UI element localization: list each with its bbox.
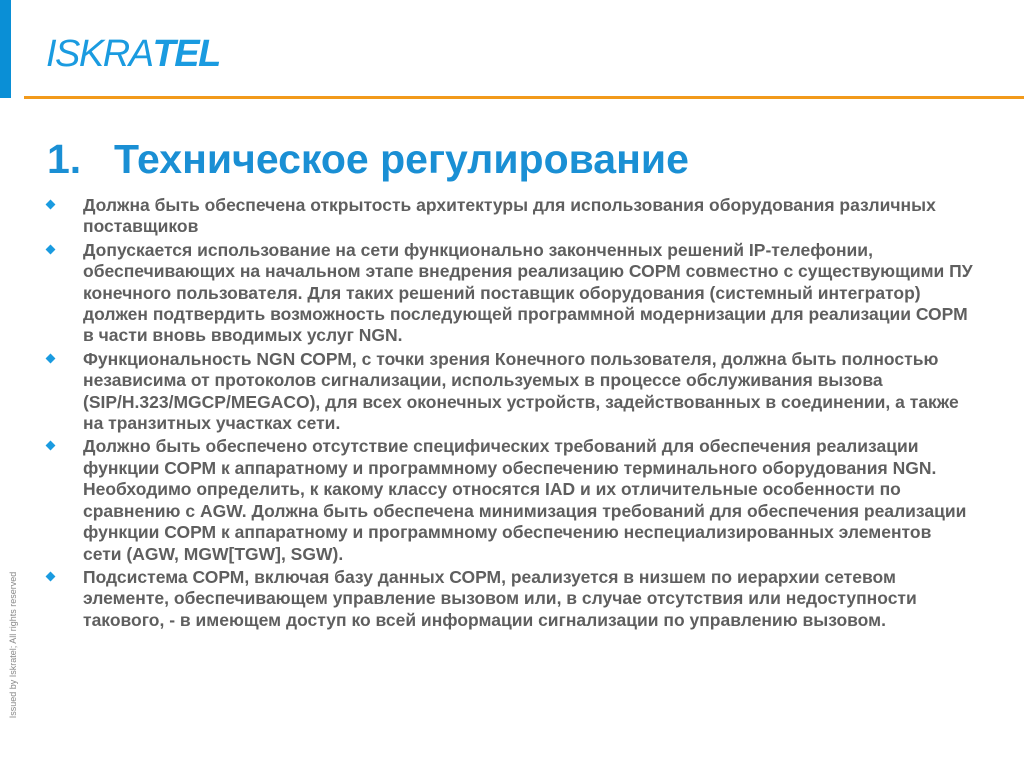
bullet-item	[44, 436, 974, 564]
slide-title-number: 1.	[47, 136, 82, 182]
bullet-item	[44, 240, 974, 347]
diamond-bullet-icon	[46, 441, 56, 451]
diamond-bullet-icon	[46, 200, 56, 210]
logo-part-iskra: ISKRA	[46, 33, 153, 75]
bullet-item	[44, 567, 974, 631]
bullet-text: Должна быть обеспечена открытость архитектуры для использования оборудования различных поставщиков	[83, 195, 936, 237]
bullet-text: Допускается использование на сети функционально законченных решений IP-телефонии, обеспечивающих на начальном этапе внедрения реализацию СОРМ совместно с существующими ПУ конечного пользователя. Для таких решений поставщик оборудования (системный интегратор) должен подтвердить возможность последующей программной модернизации для реализации СОРМ в части вновь вводимых услуг NGN.	[83, 239, 973, 346]
iskratel-logo	[46, 33, 220, 75]
diamond-bullet-icon	[46, 571, 56, 581]
bullet-item	[44, 349, 974, 435]
diamond-bullet-icon	[46, 244, 56, 254]
bullet-item	[44, 195, 974, 238]
header-divider	[24, 96, 1024, 99]
slide-title-text: Техническое регулирование	[114, 136, 689, 182]
bullet-list	[44, 195, 974, 633]
bullet-text: Подсистема СОРМ, включая базу данных СОРМ, реализуется в низшем по иерархии сетевом элементе, обеспечивающем управление вызовом или, в случае отсутствия или недоступности такового, - в имеющем доступ ко всей информации сигнализации по управлению вызовом.	[83, 566, 917, 630]
slide-title	[47, 131, 689, 187]
left-accent-bar	[0, 0, 11, 98]
bullet-text: Должно быть обеспечено отсутствие специфических требований для обеспечения реализации функции СОРМ к аппаратному и программному обеспечению терминального оборудования NGN. Необходимо определить, к какому классу относятся IAD и их отличительные особенности по сравнению с AGW. Должна быть обеспечена минимизация требований для обеспечения реализации функции СОРМ к аппаратному и программному обеспечению неспециализированных элементов сети (AGW, MGW[TGW], SGW).	[83, 436, 967, 564]
bullet-text: Функциональность NGN СОРМ, с точки зрения Конечного пользователя, должна быть полностью независима от протоколов сигнализации, используемых в процессе обслуживания вызова (SIP/H.323/MGCP/MEGACO), для всех оконечных устройств, задействованных в соединении, а также на транзитных участках сети.	[83, 348, 959, 434]
diamond-bullet-icon	[46, 353, 56, 363]
logo-part-tel: TEL	[152, 33, 220, 75]
copyright-side-note: Issued by Iskratel; All rights reserved	[8, 571, 18, 719]
